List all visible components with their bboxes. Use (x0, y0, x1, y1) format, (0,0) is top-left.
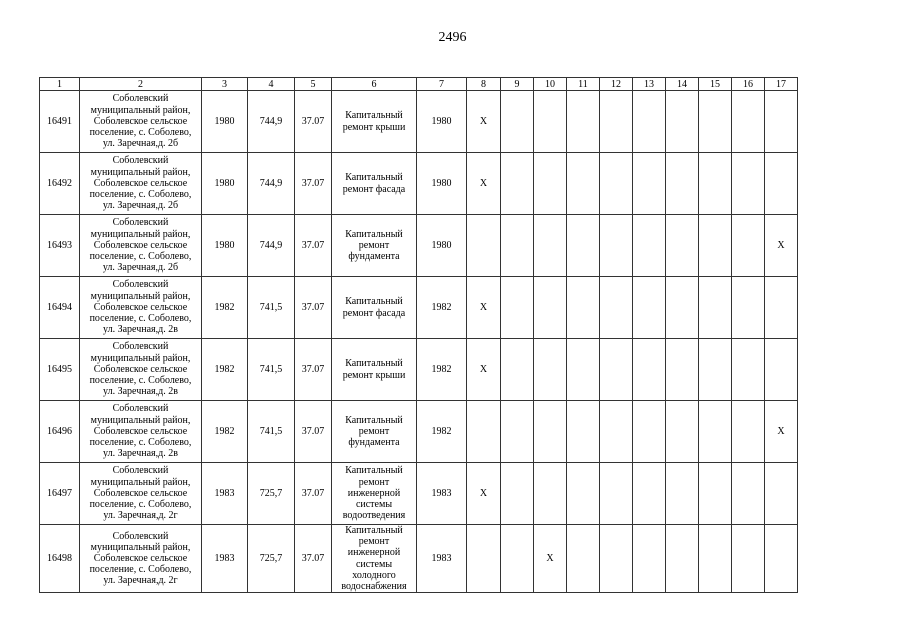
column-header-14: 14 (666, 78, 699, 91)
mark-cell-col-15 (699, 401, 732, 463)
code-cell: 37.07 (295, 153, 332, 215)
address-cell-line: поселение, с. Соболево, (89, 564, 192, 576)
address-cell-line: поселение, с. Соболево, (89, 127, 192, 139)
mark-cell-col-17 (765, 463, 798, 525)
mark-cell-col-8: X (467, 277, 501, 339)
mark-cell-col-14 (666, 215, 699, 277)
work-type-cell-line: системы (355, 558, 393, 570)
mark-cell-col-16 (732, 153, 765, 215)
work-type-cell-line: фундамента (348, 251, 400, 263)
work-type-cell-line: Капитальный (345, 525, 403, 536)
mark-cell-col-13 (633, 91, 666, 153)
mark-cell-col-8: X (467, 339, 501, 401)
row-number: 16495 (40, 339, 80, 401)
mark-cell-col-12 (600, 153, 633, 215)
work-type-cell (332, 153, 417, 215)
mark-cell-col-8 (467, 525, 501, 593)
mark-cell-col-16 (732, 91, 765, 153)
work-type-cell-line: холодного (352, 569, 396, 581)
work-type-cell (332, 525, 417, 593)
header-row (40, 78, 798, 91)
build-year: 1983 (202, 463, 248, 525)
mark-cell-col-9 (501, 401, 534, 463)
build-year: 1980 (202, 91, 248, 153)
mark-cell-col-10 (534, 463, 567, 525)
row-number: 16497 (40, 463, 80, 525)
column-header-17: 17 (765, 78, 798, 91)
column-header-2: 2 (80, 78, 202, 91)
mark-cell-col-17 (765, 153, 798, 215)
mark-cell-col-17 (765, 277, 798, 339)
year-cell: 1983 (417, 525, 467, 593)
year-cell: 1982 (417, 401, 467, 463)
address-cell-line: поселение, с. Соболево, (89, 251, 192, 263)
mark-cell-col-17 (765, 91, 798, 153)
address-cell-line: муниципальный район, (90, 352, 191, 364)
code-cell: 37.07 (295, 401, 332, 463)
work-type-cell (332, 215, 417, 277)
mark-cell-col-12 (600, 401, 633, 463)
address-cell (80, 525, 202, 593)
table-row (40, 91, 798, 153)
address-cell-line: Соболевский (112, 93, 169, 105)
work-type-cell-line: ремонт (358, 239, 390, 251)
mark-cell-col-9 (501, 339, 534, 401)
page-number: 2496 (438, 30, 467, 45)
address-cell-line: муниципальный район, (90, 541, 191, 553)
address-cell-line: Соболевское сельское (93, 177, 188, 189)
code-cell: 37.07 (295, 525, 332, 593)
year-cell: 1983 (417, 463, 467, 525)
mark-cell-col-13 (633, 525, 666, 593)
address-cell-line: Соболевское сельское (93, 425, 188, 437)
mark-cell-col-15 (699, 463, 732, 525)
mark-cell-col-10 (534, 153, 567, 215)
build-year: 1982 (202, 339, 248, 401)
address-cell-line: ул. Заречная,д. 2б (102, 138, 179, 150)
work-type-cell-line: водоотведения (342, 510, 406, 522)
row-number: 16492 (40, 153, 80, 215)
code-cell: 37.07 (295, 339, 332, 401)
address-cell-line: ул. Заречная,д. 2в (103, 386, 178, 398)
mark-cell-col-15 (699, 91, 732, 153)
address-cell-line: ул. Заречная,д. 2г (103, 510, 178, 522)
table-row (40, 463, 798, 525)
mark-cell-col-8: X (467, 463, 501, 525)
mark-cell-col-16 (732, 525, 765, 593)
table-body (40, 91, 798, 593)
address-cell (80, 339, 202, 401)
mark-cell-col-13 (633, 215, 666, 277)
mark-cell-col-11 (567, 525, 600, 593)
mark-cell-col-10: X (534, 525, 567, 593)
address-cell-line: муниципальный район, (90, 104, 191, 116)
column-header-16: 16 (732, 78, 765, 91)
mark-cell-col-13 (633, 401, 666, 463)
mark-cell-col-11 (567, 215, 600, 277)
column-header-9: 9 (501, 78, 534, 91)
mark-cell-col-14 (666, 153, 699, 215)
code-cell: 37.07 (295, 277, 332, 339)
work-type-cell-line: Капитальный (345, 358, 403, 370)
area-cell: 725,7 (248, 525, 295, 593)
mark-cell-col-14 (666, 91, 699, 153)
mark-cell-col-11 (567, 153, 600, 215)
address-cell-line: Соболевский (112, 403, 169, 415)
mark-cell-col-14 (666, 339, 699, 401)
address-cell-line: поселение, с. Соболево, (89, 375, 192, 387)
column-header-13: 13 (633, 78, 666, 91)
address-cell-line: поселение, с. Соболево, (89, 313, 192, 325)
mark-cell-col-12 (600, 215, 633, 277)
mark-cell-col-16 (732, 215, 765, 277)
row-number: 16498 (40, 525, 80, 593)
column-header-5: 5 (295, 78, 332, 91)
table-row (40, 215, 798, 277)
column-header-10: 10 (534, 78, 567, 91)
address-cell-line: ул. Заречная,д. 2б (102, 200, 179, 212)
column-header-11: 11 (567, 78, 600, 91)
column-header-8: 8 (467, 78, 501, 91)
mark-cell-col-13 (633, 153, 666, 215)
table-row (40, 339, 798, 401)
mark-cell-col-11 (567, 277, 600, 339)
mark-cell-col-9 (501, 277, 534, 339)
mark-cell-col-12 (600, 91, 633, 153)
address-cell-line: ул. Заречная,д. 2б (102, 262, 179, 274)
mark-cell-col-9 (501, 215, 534, 277)
address-cell (80, 153, 202, 215)
address-cell (80, 277, 202, 339)
work-type-cell-line: Капитальный (345, 296, 403, 308)
work-type-cell-line: Капитальный (345, 228, 403, 240)
mark-cell-col-13 (633, 277, 666, 339)
column-header-4: 4 (248, 78, 295, 91)
work-type-cell-line: ремонт фасада (342, 307, 406, 319)
column-header-7: 7 (417, 78, 467, 91)
mark-cell-col-17 (765, 339, 798, 401)
address-cell-line: Соболевский (112, 341, 169, 353)
year-cell: 1982 (417, 339, 467, 401)
mark-cell-col-15 (699, 215, 732, 277)
address-cell-line: Соболевский (112, 465, 169, 477)
year-cell: 1982 (417, 277, 467, 339)
mark-cell-col-16 (732, 339, 765, 401)
column-header-6: 6 (332, 78, 417, 91)
work-type-cell-line: фундамента (348, 437, 400, 449)
address-cell-line: Соболевский (112, 155, 169, 167)
mark-cell-col-14 (666, 525, 699, 593)
mark-cell-col-12 (600, 463, 633, 525)
address-cell (80, 91, 202, 153)
mark-cell-col-8: X (467, 91, 501, 153)
address-cell-line: Соболевский (112, 279, 169, 291)
code-cell: 37.07 (295, 215, 332, 277)
work-type-cell (332, 401, 417, 463)
mark-cell-col-17 (765, 525, 798, 593)
area-cell: 744,9 (248, 153, 295, 215)
work-type-cell (332, 91, 417, 153)
address-cell-line: муниципальный район, (90, 290, 191, 302)
mark-cell-col-14 (666, 463, 699, 525)
address-cell-line: Соболевское сельское (93, 115, 188, 127)
mark-cell-col-16 (732, 401, 765, 463)
address-cell-line: ул. Заречная,д. 2в (103, 448, 178, 460)
mark-cell-col-11 (567, 401, 600, 463)
table-row (40, 153, 798, 215)
area-cell: 744,9 (248, 215, 295, 277)
work-type-cell-line: Капитальный (345, 110, 403, 122)
column-header-1: 1 (40, 78, 80, 91)
work-type-cell-line: Капитальный (345, 414, 403, 426)
address-cell-line: ул. Заречная,д. 2в (103, 324, 178, 336)
row-number: 16496 (40, 401, 80, 463)
mark-cell-col-12 (600, 277, 633, 339)
code-cell: 37.07 (295, 91, 332, 153)
area-cell: 725,7 (248, 463, 295, 525)
work-type-cell-line: ремонт (358, 476, 390, 488)
work-type-cell (332, 339, 417, 401)
table-row (40, 277, 798, 339)
work-type-cell-line: ремонт (358, 536, 390, 548)
mark-cell-col-17: X (765, 215, 798, 277)
work-type-cell-line: инженерной (347, 487, 401, 499)
mark-cell-col-16 (732, 463, 765, 525)
mark-cell-col-10 (534, 91, 567, 153)
mark-cell-col-15 (699, 277, 732, 339)
address-cell-line: Соболевское сельское (93, 301, 188, 313)
column-header-12: 12 (600, 78, 633, 91)
work-type-cell (332, 463, 417, 525)
column-header-15: 15 (699, 78, 732, 91)
build-year: 1982 (202, 277, 248, 339)
mark-cell-col-10 (534, 401, 567, 463)
code-cell: 37.07 (295, 463, 332, 525)
work-type-cell-line: Капитальный (345, 172, 403, 184)
address-cell-line: муниципальный район, (90, 166, 191, 178)
address-cell-line: поселение, с. Соболево, (89, 437, 192, 449)
mark-cell-col-9 (501, 153, 534, 215)
work-type-cell-line: ремонт крыши (342, 121, 406, 133)
build-year: 1983 (202, 525, 248, 593)
mark-cell-col-12 (600, 339, 633, 401)
mark-cell-col-11 (567, 339, 600, 401)
work-type-cell-line: системы (355, 499, 393, 511)
address-cell (80, 215, 202, 277)
mark-cell-col-15 (699, 153, 732, 215)
address-cell-line: Соболевское сельское (93, 553, 188, 564)
address-cell-line: ул. Заречная,д. 2г (103, 575, 178, 587)
row-number: 16494 (40, 277, 80, 339)
address-cell-line: Соболевское сельское (93, 363, 188, 375)
mark-cell-col-10 (534, 277, 567, 339)
mark-cell-col-15 (699, 525, 732, 593)
mark-cell-col-8 (467, 215, 501, 277)
address-cell-line: Соболевское сельское (93, 239, 188, 251)
address-cell-line: Соболевский (112, 530, 169, 542)
area-cell: 741,5 (248, 339, 295, 401)
mark-cell-col-15 (699, 339, 732, 401)
mark-cell-col-9 (501, 91, 534, 153)
mark-cell-col-8 (467, 401, 501, 463)
address-cell (80, 401, 202, 463)
year-cell: 1980 (417, 91, 467, 153)
address-cell-line: муниципальный район, (90, 228, 191, 240)
work-type-cell-line: Капитальный (345, 465, 403, 477)
mark-cell-col-13 (633, 463, 666, 525)
address-cell-line: муниципальный район, (90, 414, 191, 426)
address-cell-line: поселение, с. Соболево, (89, 499, 192, 511)
mark-cell-col-10 (534, 339, 567, 401)
column-header-3: 3 (202, 78, 248, 91)
mark-cell-col-14 (666, 277, 699, 339)
mark-cell-col-12 (600, 525, 633, 593)
mark-cell-col-8: X (467, 153, 501, 215)
area-cell: 741,5 (248, 401, 295, 463)
mark-cell-col-17: X (765, 401, 798, 463)
work-type-cell-line: ремонт фасада (342, 183, 406, 195)
table-row (40, 525, 798, 593)
table-row (40, 401, 798, 463)
mark-cell-col-9 (501, 463, 534, 525)
year-cell: 1980 (417, 215, 467, 277)
mark-cell-col-16 (732, 277, 765, 339)
row-number: 16493 (40, 215, 80, 277)
mark-cell-col-10 (534, 215, 567, 277)
mark-cell-col-9 (501, 525, 534, 593)
work-type-cell-line: ремонт (358, 425, 390, 437)
mark-cell-col-11 (567, 463, 600, 525)
register-table (39, 77, 798, 593)
work-type-cell-line: ремонт крыши (342, 369, 406, 381)
year-cell: 1980 (417, 153, 467, 215)
mark-cell-col-11 (567, 91, 600, 153)
mark-cell-col-13 (633, 339, 666, 401)
address-cell (80, 463, 202, 525)
build-year: 1982 (202, 401, 248, 463)
address-cell-line: Соболевское сельское (93, 487, 188, 499)
address-cell-line: муниципальный район, (90, 476, 191, 488)
work-type-cell-line: инженерной (347, 547, 401, 559)
build-year: 1980 (202, 215, 248, 277)
work-type-cell (332, 277, 417, 339)
work-type-cell-line: водоснабжения (341, 581, 407, 593)
address-cell-line: Соболевский (112, 217, 169, 229)
mark-cell-col-14 (666, 401, 699, 463)
address-cell-line: поселение, с. Соболево, (89, 189, 192, 201)
row-number: 16491 (40, 91, 80, 153)
area-cell: 744,9 (248, 91, 295, 153)
area-cell: 741,5 (248, 277, 295, 339)
build-year: 1980 (202, 153, 248, 215)
